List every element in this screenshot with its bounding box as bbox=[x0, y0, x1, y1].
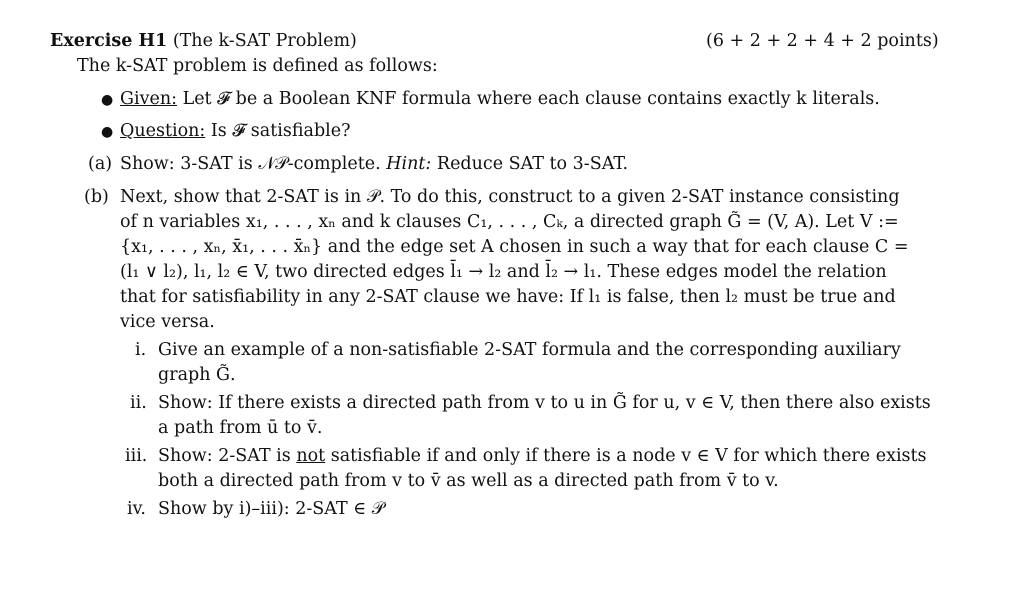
subitem-ii-line: a path from ū to v̄. bbox=[158, 418, 323, 438]
subitem-i-line: Give an example of a non-satisfiable 2-SAT formula and the corresponding auxiliary bbox=[158, 340, 901, 360]
intro-text: The k-SAT problem is defined as follows: bbox=[77, 56, 438, 76]
subitem-iii-line bbox=[158, 445, 927, 467]
bullet-given bbox=[120, 88, 880, 110]
subitem-iv-line: Show by i)–iii): 2-SAT ∈ 𝒫 bbox=[158, 499, 385, 519]
exercise-points: (6 + 2 + 2 + 4 + 2 points) bbox=[706, 31, 939, 51]
subitem-ii-line: Show: If there exists a directed path from v to u in G̃ for u, v ∈ V, then there also exists bbox=[158, 393, 931, 413]
subitem-i-line: graph G̃. bbox=[158, 365, 236, 385]
subitem-ii-marker: ii. bbox=[130, 393, 147, 413]
part-a bbox=[120, 153, 628, 175]
given-text: Let 𝓕 be a Boolean KNF formula where each clause contains exactly k literals. bbox=[182, 89, 880, 109]
bullet-icon: ● bbox=[101, 92, 114, 108]
question-text: Is 𝓕 satisfiable? bbox=[210, 121, 351, 141]
exercise-title: Exercise H1 bbox=[50, 31, 168, 51]
part-a-marker: (a) bbox=[88, 154, 113, 174]
question-label: Question: bbox=[120, 121, 206, 141]
part-b-line: of n variables x₁, . . . , xₙ and k clauses C₁, . . . , Cₖ, a directed graph G̃ = (V, A). Let V := bbox=[120, 212, 899, 232]
exercise-subtitle: (The k-SAT Problem) bbox=[172, 31, 357, 51]
part-b-line: vice versa. bbox=[120, 312, 215, 332]
part-b-line: (l₁ ∨ l₂), l₁, l₂ ∈ V, two directed edges l̄₁ → l₂ and l̄₂ → l₁. These edges model the relation bbox=[120, 262, 887, 282]
exercise-heading bbox=[50, 30, 357, 52]
subitem-iii-line: both a directed path from v to v̄ as well as a directed path from v̄ to v. bbox=[158, 471, 779, 491]
part-b-line: Next, show that 2-SAT is in 𝒫. To do this, construct to a given 2-SAT instance consisting bbox=[120, 187, 900, 207]
part-a-hint-label: Hint: bbox=[386, 154, 432, 174]
subitem-iii-text-start: Show: 2-SAT is bbox=[158, 446, 297, 466]
part-a-hint-text: Reduce SAT to 3-SAT. bbox=[436, 154, 629, 174]
subitem-iv-marker: iv. bbox=[127, 499, 146, 519]
given-label: Given: bbox=[120, 89, 177, 109]
part-b-line: that for satisfiability in any 2-SAT clause we have: If l₁ is false, then l₂ must be true and bbox=[120, 287, 896, 307]
subitem-iii-not: not bbox=[296, 446, 326, 466]
bullet-question bbox=[120, 120, 350, 142]
part-a-text: Show: 3-SAT is 𝒩𝒫-complete. bbox=[120, 154, 381, 174]
part-b-line: {x₁, . . . , xₙ, x̄₁, . . . x̄ₙ} and the edge set A chosen in such a way that for each clause C = bbox=[120, 237, 909, 257]
bullet-icon: ● bbox=[101, 124, 114, 140]
subitem-i-marker: i. bbox=[135, 340, 147, 360]
part-b-marker: (b) bbox=[84, 187, 109, 207]
subitem-iii-marker: iii. bbox=[125, 446, 148, 466]
subitem-iii-text-end: satisfiable if and only if there is a node v ∈ V for which there exists bbox=[325, 446, 927, 466]
